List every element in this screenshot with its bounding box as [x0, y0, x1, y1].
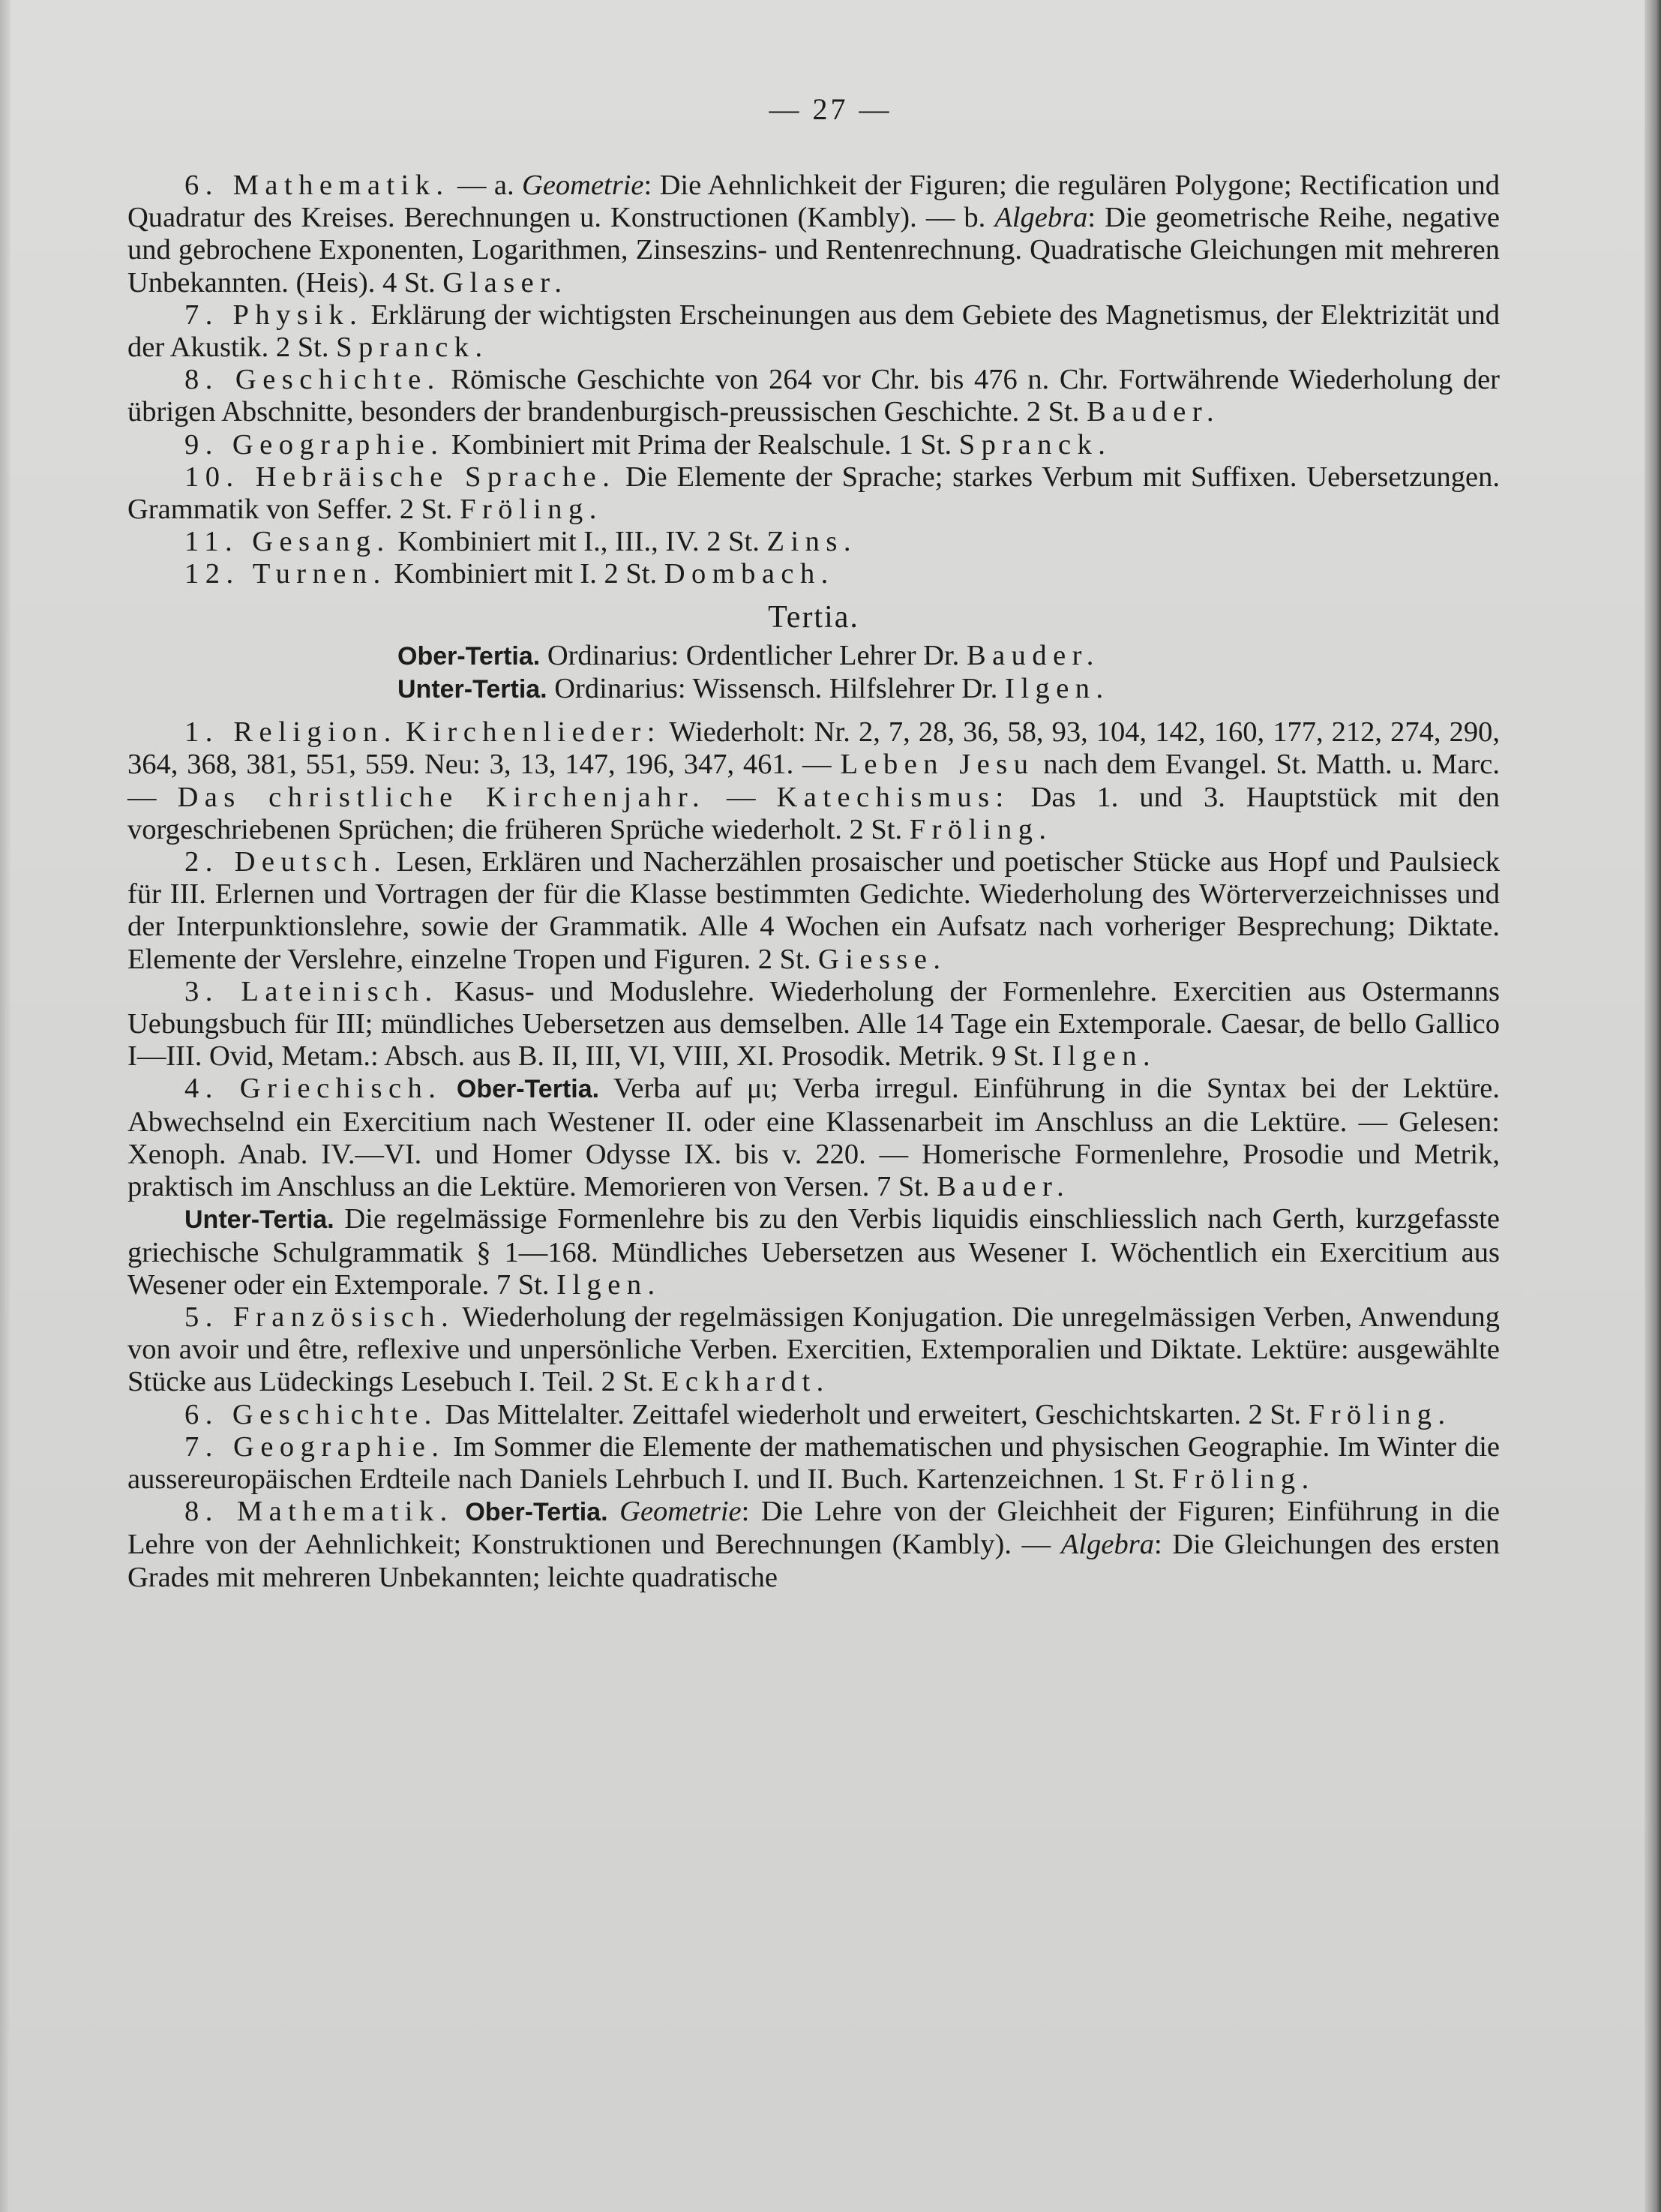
kirchenlieder-text: Wiederholt: Nr. 2, 7, 28, 36, 58, 93, 104, 142, 160, 177, 212, 274, 290, 364, 368, 381, 551, 559. Neu: 3, 13, 147, 196, 347, 461. — — [127, 716, 1501, 781]
algebra-label: Algebra — [994, 202, 1088, 234]
subject-label: 7. Physik. — [184, 299, 364, 331]
subject-text: Erklärung der wichtigsten Erscheinungen aus dem Gebiete des Magnetismus, der Elektrizität und der Akustik. 2 St. — [127, 299, 1500, 364]
subject-text: Kombiniert mit Prima der Realschule. 1 St. — [451, 428, 952, 461]
paragraph-mathematik-tertia — [127, 1496, 1500, 1594]
paragraph-physik — [127, 299, 1500, 364]
ordinarius-ober-tertia — [127, 640, 1500, 673]
subject-text: Kombiniert mit I., III., IV. 2 St. — [397, 526, 760, 558]
algebra-label: Algebra — [1060, 1529, 1154, 1561]
ordinarius-text: Ordinarius: Wissensch. Hilfslehrer Dr. — [554, 673, 998, 705]
class-label: Unter-Tertia. — [397, 675, 547, 704]
teacher-name: Bauder. — [966, 639, 1100, 671]
subject-label: 9. Geographie. — [184, 428, 445, 461]
subject-label: 8. Geschichte. — [184, 364, 441, 396]
paragraph-griechisch-unter — [127, 1203, 1500, 1301]
section-heading-tertia: Tertia. — [768, 599, 859, 635]
subject-label: 7. Geographie. — [184, 1430, 445, 1463]
subject-label: 6. Mathematik. — [184, 170, 450, 201]
subject-text: Wiederholung der regelmässigen Konjugation. Die unregelmässigen Verben, Anwendung von avoir und être, reflexive und unpersönliche Verben. Exercitien, Extemporalien und Diktate. Lektüre: ausgewählte Stücke aus Lüdeckings Lesebuch I. Teil. 2 St. — [127, 1301, 1500, 1398]
algebra-text: : Die Gleichungen des ersten Grades mit mehreren Unbekannten; leichte quadratische — [127, 1529, 1501, 1593]
katechismus-label: Katechismus: — [776, 781, 1010, 813]
teacher-name: Zins. — [766, 526, 857, 558]
teacher-name: Bauder. — [1087, 396, 1221, 428]
geometrie-label: Geometrie — [619, 1496, 742, 1528]
body-text — [127, 170, 1500, 1594]
leben-jesu-label: Leben Jesu — [840, 749, 1035, 781]
page-number: — 27 — — [769, 92, 892, 126]
subject-text: Kombiniert mit I. 2 St. — [394, 558, 658, 590]
teacher-name: Ilgen. — [1005, 673, 1110, 705]
teacher-name: Fröling. — [909, 813, 1053, 845]
teacher-name: Glaser. — [442, 266, 568, 299]
paragraph-geographie — [127, 429, 1500, 461]
subject-text: Das Mittelalter. Zeittafel wiederholt und erweitert, Geschichtskarten. 2 St. — [445, 1398, 1302, 1430]
spacer — [127, 706, 1500, 716]
subject-label: 6. Geschichte. — [184, 1398, 438, 1430]
class-label: Unter-Tertia. — [184, 1205, 334, 1235]
subject-text: Kasus- und Moduslehre. Wiederholung der Formenlehre. Exercitien aus Ostermanns Uebungsbuch für III; mündliches Uebersetzen aus demselben. Alle 14 Tage ein Extemporale. Caesar, de bello Gallico I—III. Ovid, Metam.: Absch. aus B. II, III, VI, VIII, XI. Prosodik. Metrik. 9 St. — [127, 975, 1501, 1073]
kirchenlieder-label: Kirchenlieder: — [405, 716, 661, 749]
geometrie-text: : Die Aehnlichkeit der Figuren; die regulären Polygone; Rectification und Quadratur des Kreises. Berechnungen u. Konstructionen (Kambly). — [127, 170, 1501, 234]
katechismus-text: Das 1. und 3. Hauptstück mit den vorgeschriebenen Sprüchen; die früheren Sprüche wiederholt. 2 St. — [127, 781, 1501, 845]
paragraph-franzoesisch — [127, 1301, 1500, 1399]
subject-label: 11. Gesang. — [184, 526, 391, 558]
kirchenjahr-label: Das christliche Kirchenjahr. — [177, 781, 706, 813]
teacher-name: Dombach. — [664, 558, 835, 590]
subject-label: 2. Deutsch. — [184, 846, 388, 878]
subject-text: Verba auf μι; Verba irregul. Einführung in die Syntax bei der Lektüre. Abwechselnd ein Exercitium nach Westener II. oder eine Klassenarbeit im Anschluss an die Lektüre. — Gelesen: Xenoph. Anab. IV.—VI. und Homer Odysse IX. bis v. 220. — Homerische Formenlehre, Prosodie und Metrik, praktisch im Anschluss an die Lektüre. Memorieren von Versen. 7 St. — [127, 1073, 1500, 1203]
teacher-name: Fröling. — [1308, 1398, 1452, 1430]
subject-label: 3. Lateinisch. — [184, 975, 439, 1007]
teacher-name: Fröling. — [460, 494, 603, 526]
teacher-name: Giesse. — [817, 943, 947, 975]
paragraph-griechisch-ober — [127, 1073, 1500, 1203]
ordinarius-text: Ordinarius: Ordentlicher Lehrer Dr. — [547, 639, 960, 671]
teacher-name: Ilgen. — [1051, 1040, 1157, 1073]
paragraph-religion — [127, 716, 1500, 846]
paragraph-geschichte-tertia — [127, 1399, 1500, 1431]
subject-text: Lesen, Erklären und Nacherzählen prosaischer und poetischer Stücke aus Hopf und Paulsieck für III. Erlernen und Vortragen der für die Klasse bestimmten Gedichte. Wiederholung des Wörterverzeichnisses und der Interpunktionslehre, sowie der Grammatik. Alle 4 Wochen ein Aufsatz nach vorheriger Besprechung; Diktate. Elemente der Verslehre, einzelne Tropen und Figuren. 2 St. — [127, 846, 1501, 975]
subject-label: 8. Mathematik. — [184, 1496, 454, 1528]
algebra-text: : Die geometrische Reihe, negative und gebrochene Exponenten, Logarithmen, Zinseszins- und Rentenrechnung. Quadratische Gleichungen mit mehreren Unbekannten. (Heis). 4 St. — [127, 202, 1500, 299]
class-label: Ober-Tertia. — [465, 1498, 608, 1527]
class-label: Ober-Tertia. — [456, 1075, 600, 1104]
dash-b: — b. — [925, 202, 986, 234]
geometrie-label: Geometrie — [522, 170, 644, 201]
teacher-name: Spranck. — [336, 332, 489, 364]
subject-text: Die regelmässige Formenlehre bis zu den Verbis liquidis einschliesslich nach Gerth, kurzgefasste griechische Schulgrammatik § 1—168. Mündliches Uebersetzen aus Wesener I. Wöchentlich ein Exercitium aus Wesener oder ein Extemporale. 7 St. — [127, 1203, 1501, 1301]
subject-text: Im Sommer die Elemente der mathematischen und physischen Geographie. Im Winter die aussereuropäischen Erdteile nach Daniels Lehrbuch I. und II. Buch. Kartenzeichnen. 1 St. — [127, 1430, 1501, 1495]
subject-label: 4. Griechisch. — [184, 1073, 442, 1105]
teacher-name: Eckhardt. — [661, 1366, 830, 1398]
dash: — — [727, 781, 756, 813]
teacher-name: Spranck. — [958, 428, 1112, 461]
class-label: Ober-Tertia. — [397, 641, 541, 671]
paragraph-lateinisch — [127, 976, 1500, 1073]
leben-jesu-text: nach dem Evangel. St. Matth. u. Marc. — — [127, 749, 1501, 813]
scan-edge-right — [1645, 0, 1661, 2212]
paragraph-mathematik — [127, 170, 1500, 299]
paragraph-hebraeisch — [127, 461, 1500, 526]
subject-label: 10. Hebräische Sprache. — [184, 461, 616, 493]
scan-edge-left — [0, 0, 10, 2212]
paragraph-deutsch — [127, 846, 1500, 976]
subject-text: Die Elemente der Sprache; starkes Verbum mit Suffixen. Uebersetzungen. Grammatik von Seffer. 2 St. — [127, 461, 1500, 526]
paragraph-turnen — [127, 558, 1500, 590]
subject-label: 5. Französisch. — [184, 1301, 455, 1333]
paragraph-geographie-tertia — [127, 1431, 1500, 1496]
paragraph-gesang — [127, 526, 1500, 558]
teacher-name: Bauder. — [937, 1171, 1071, 1203]
geometrie-text: : Die Lehre von der Gleichheit der Figuren; Einführung in die Lehre von der Aehnlichkeit; Konstruktionen und Berechnungen (Kambly). — — [127, 1496, 1500, 1561]
paragraph-geschichte — [127, 364, 1500, 428]
ordinarius-unter-tertia — [127, 673, 1500, 706]
subject-label: 12. Turnen. — [184, 558, 387, 590]
teacher-name: Ilgen. — [556, 1268, 661, 1301]
dash-a: — a. — [457, 170, 514, 201]
subject-text: Römische Geschichte von 264 vor Chr. bis 476 n. Chr. Fortwährende Wiederholung der übrigen Abschnitte, besonders der brandenburgisch-preussischen Geschichte. 2 St. — [127, 364, 1501, 428]
subject-label: 1. Religion. — [184, 716, 397, 749]
teacher-name: Fröling. — [1171, 1463, 1315, 1495]
